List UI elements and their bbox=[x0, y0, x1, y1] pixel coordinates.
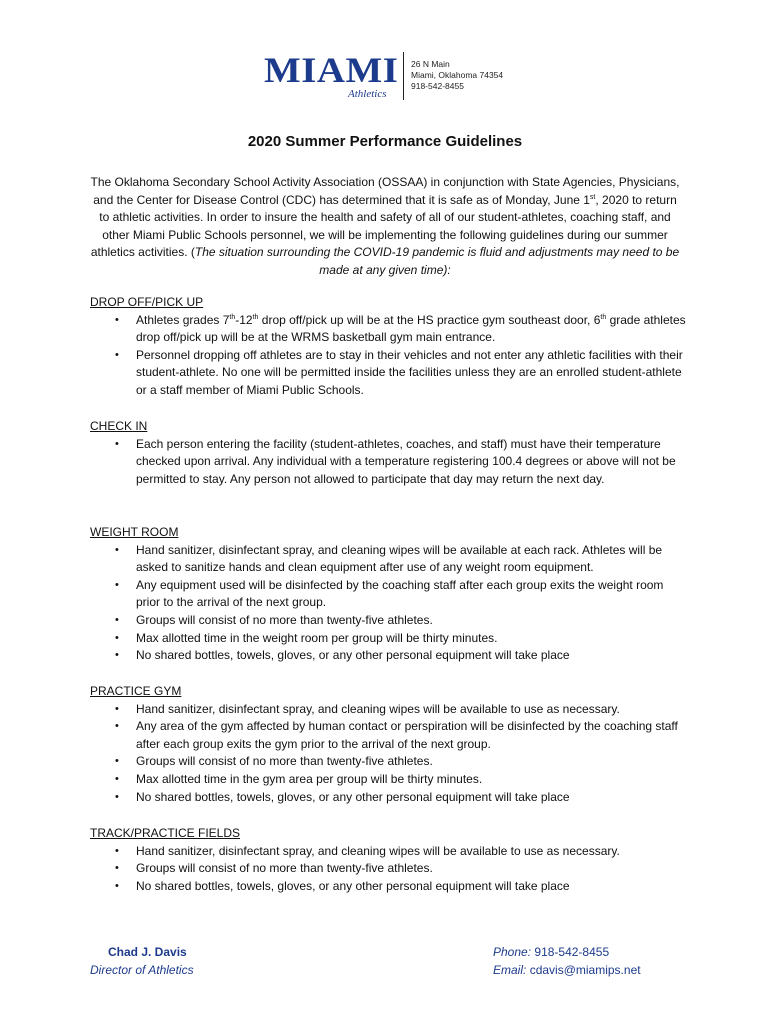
address-city: Miami, Oklahoma 74354 bbox=[411, 70, 504, 80]
item-text: Any area of the gym affected by human contact or perspiration will be disinfected by the coaching staff after each group exits the gym prior to the arrival of the next group. bbox=[136, 719, 678, 751]
address-block bbox=[411, 59, 503, 92]
superscript: th bbox=[229, 313, 236, 321]
bullet-list bbox=[90, 542, 690, 665]
contact-block bbox=[493, 943, 641, 979]
bullet: • bbox=[115, 543, 119, 556]
list-item bbox=[90, 789, 690, 807]
signature-block bbox=[90, 943, 194, 979]
bullet: • bbox=[115, 790, 119, 803]
list-item bbox=[90, 347, 690, 400]
list-item bbox=[90, 860, 690, 878]
email-address: cdavis@miamips.net bbox=[529, 963, 641, 977]
list-item bbox=[90, 753, 690, 771]
section-title: PRACTICE GYM bbox=[90, 684, 182, 698]
bullet: • bbox=[115, 437, 119, 450]
intro-text-b: , 2020 to return to athletic activities. In order to insure the health and safety of all of our student-athletes, coaching staff, and other Miami Public Schools personnel, we will be implementing the following guidelines during our summer athletics activities. ( bbox=[90, 192, 677, 260]
bullet-list bbox=[90, 701, 690, 807]
section-checkin bbox=[90, 418, 690, 488]
phone-number: 918-542-8455 bbox=[534, 945, 610, 959]
item-text: drop off/pick up will be at the HS practice gym southeast door, 6 bbox=[258, 312, 601, 327]
item-text: Hand sanitizer, disinfectant spray, and cleaning wipes will be available to use as necessary. bbox=[136, 843, 620, 858]
address-street: 26 N Main bbox=[411, 59, 450, 69]
item-text: Hand sanitizer, disinfectant spray, and cleaning wipes will be available at each rack. Athletes will be asked to sanitize hands and clean equipment after use of any weight room equipment. bbox=[136, 542, 663, 575]
item-text: Groups will consist of no more than twenty-five athletes. bbox=[136, 754, 433, 769]
bullet: • bbox=[115, 313, 119, 326]
bullet: • bbox=[115, 879, 119, 892]
section-track-fields bbox=[90, 825, 690, 895]
miami-athletics-logo bbox=[264, 52, 399, 102]
item-text: No shared bottles, towels, gloves, or any other personal equipment will take place bbox=[136, 789, 570, 804]
bullet: • bbox=[115, 755, 119, 768]
list-item bbox=[90, 630, 690, 648]
item-text: Max allotted time in the gym area per group will be thirty minutes. bbox=[136, 771, 483, 786]
item-text: No shared bottles, towels, gloves, or any other personal equipment will take place bbox=[136, 878, 570, 893]
list-item bbox=[90, 542, 690, 577]
logo-subtitle: Athletics bbox=[348, 88, 387, 100]
email-label: Email: bbox=[493, 963, 527, 977]
phone-label: Phone: bbox=[493, 945, 532, 959]
list-item bbox=[90, 878, 690, 896]
bullet: • bbox=[115, 649, 119, 662]
item-text: Athletes grades 7 bbox=[136, 312, 230, 327]
header-divider bbox=[403, 52, 404, 100]
item-text: Hand sanitizer, disinfectant spray, and cleaning wipes will be available to use as necessary. bbox=[136, 701, 620, 716]
section-title: TRACK/PRACTICE FIELDS bbox=[90, 826, 241, 840]
bullet: • bbox=[115, 720, 119, 733]
item-text: Any equipment used will be disinfected by the coaching staff after each group exits the weight room prior to the arrival of the next group. bbox=[136, 577, 664, 610]
signer-role: Director of Athletics bbox=[90, 963, 194, 977]
section-weight-room bbox=[90, 524, 690, 665]
item-text: grade athletes drop off/pick up will be at the WRMS basketball gym main entrance. bbox=[136, 312, 686, 345]
section-dropoff bbox=[90, 294, 690, 400]
bullet: • bbox=[115, 844, 119, 857]
list-item bbox=[90, 647, 690, 665]
section-title: WEIGHT ROOM bbox=[90, 525, 179, 539]
list-item bbox=[90, 771, 690, 789]
list-item bbox=[90, 312, 690, 347]
bullet-list bbox=[90, 436, 690, 489]
bullet: • bbox=[115, 631, 119, 644]
section-practice-gym bbox=[90, 683, 690, 806]
superscript: th bbox=[600, 313, 607, 321]
intro-text-a: The Oklahoma Secondary School Activity Association (OSSAA) in conjunction with State Agencies, Physicians, and the Center for Disease Control (CDC) has determined that it is safe as of Monday, June 1 bbox=[90, 175, 680, 207]
item-text: No shared bottles, towels, gloves, or any other personal equipment will take place bbox=[136, 648, 570, 663]
item-text: Personnel dropping off athletes are to stay in their vehicles and not enter any athletic facilities with their student-athlete. No one will be permitted inside the facilities unless they are an enrolled student-athlete or a staff member of Miami Public Schools. bbox=[136, 347, 683, 397]
list-item bbox=[90, 843, 690, 861]
bullet-list bbox=[90, 312, 690, 400]
bullet: • bbox=[115, 613, 119, 626]
bullet: • bbox=[115, 348, 119, 361]
section-title: DROP OFF/PICK UP bbox=[90, 295, 204, 309]
logo-wordmark: MIAMI bbox=[264, 50, 399, 90]
intro-superscript: st bbox=[589, 193, 596, 201]
item-text: Max allotted time in the weight room per group will be thirty minutes. bbox=[136, 630, 498, 645]
address-phone: 918-542-8455 bbox=[411, 81, 464, 91]
bullet: • bbox=[115, 702, 119, 715]
bullet: • bbox=[115, 772, 119, 785]
bullet-list bbox=[90, 843, 690, 896]
list-item bbox=[90, 577, 690, 612]
list-item bbox=[90, 436, 690, 489]
item-text: Groups will consist of no more than twenty-five athletes. bbox=[136, 612, 433, 627]
list-item bbox=[90, 718, 690, 753]
item-text: Each person entering the facility (student-athletes, coaches, and staff) must have their temperature checked upon arrival. Any individual with a temperature registering 100.4 degrees or above will not be permitted to stay. Any person not allowed to participate that day may return the next day. bbox=[136, 436, 676, 486]
page-title: 2020 Summer Performance Guidelines bbox=[247, 133, 523, 150]
intro-paragraph bbox=[90, 174, 680, 280]
bullet: • bbox=[115, 862, 119, 875]
bullet: • bbox=[115, 578, 119, 591]
superscript: th bbox=[252, 313, 259, 321]
signer-name: Chad J. Davis bbox=[108, 945, 187, 959]
list-item bbox=[90, 612, 690, 630]
intro-italic-note: The situation surrounding the COVID-19 pandemic is fluid and adjustments may need to be made at any given time): bbox=[194, 245, 680, 277]
list-item bbox=[90, 701, 690, 719]
item-text: -12 bbox=[235, 312, 253, 327]
section-title: CHECK IN bbox=[90, 419, 148, 433]
item-text: Groups will consist of no more than twenty-five athletes. bbox=[136, 861, 433, 876]
